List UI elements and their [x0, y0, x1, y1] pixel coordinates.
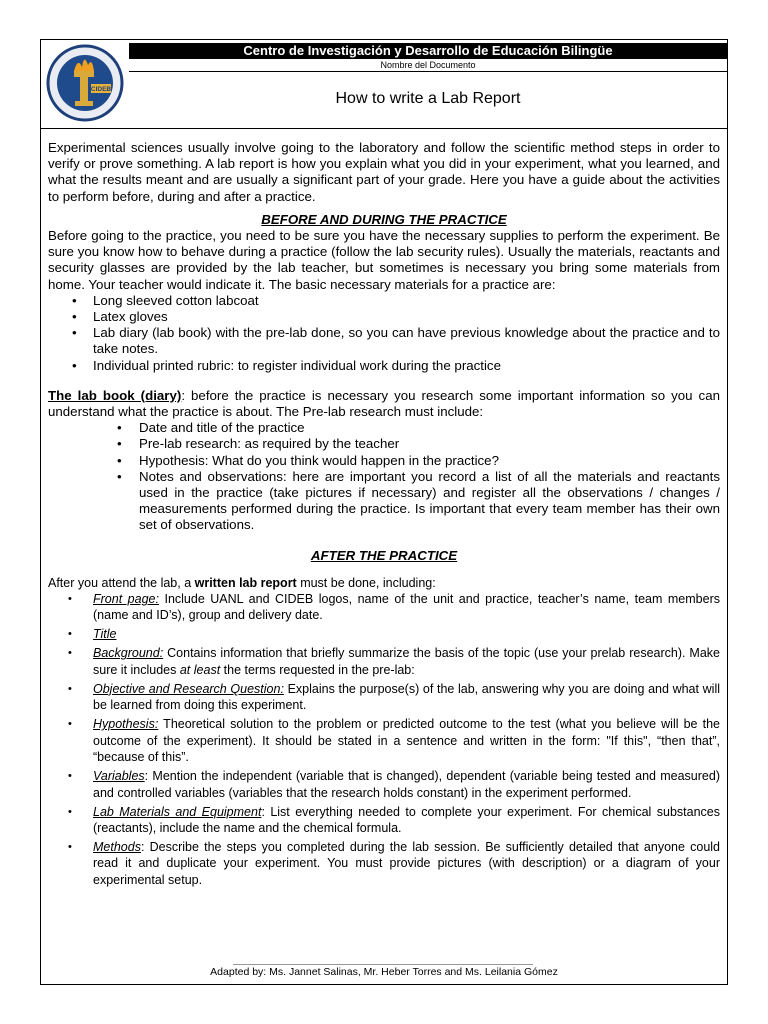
document-body: [48, 140, 720, 891]
list-item: • Front page: Include UANL and CIDEB logos, name of the unit and practice, teacher’s name, team members (name and ID’s), group and delivery date.: [48, 591, 720, 624]
after-heading: AFTER THE PRACTICE: [310, 547, 458, 563]
document-header: [41, 40, 727, 129]
list-item: • Lab diary (lab book) with the pre-lab done, so you can have previous knowledge about the practice and to take notes.: [48, 325, 720, 357]
list-item: • Title: [48, 626, 720, 642]
list-item: • Hypothesis: What do you think would happen in the practice?: [48, 453, 720, 469]
list-item: • Objective and Research Question: Explains the purpose(s) of the lab, answering why you are doing and what will be learned from doing this experiment.: [48, 681, 720, 714]
list-item: • Variables: Mention the independent (variable that is changed), dependent (variable being tested and measured) and controlled variables (variables that the research holds constant) in the experiment performed.: [48, 768, 720, 801]
after-intro: After you attend the lab, a written lab report must be done, including:: [48, 575, 436, 590]
list-item: • Hypothesis: Theoretical solution to the problem or predicted outcome to the test (what you believe will be the outcome of the experiment). It should be stated in a sentence and written in the form: "If this", “then that”, “because of this”.: [48, 716, 720, 765]
footer-credits: Adapted by: Ms. Jannet Salinas, Mr. Heber Torres and Ms. Leilania Gómez: [210, 966, 558, 978]
report-sections-list: [48, 591, 720, 888]
list-item: • Individual printed rubric: to register individual work during the practice: [48, 358, 720, 374]
document-title: How to write a Lab Report: [335, 90, 521, 107]
list-item: • Methods: Describe the steps you completed during the lab session. Be sufficiently detailed that anyone could read it and duplicate your experiment. You must provide pictures (with description) or a diagram of your experimental setup.: [48, 839, 720, 888]
labbook-paragraph: The lab book (diary): before the practice is necessary you research some important information so you can understand what the practice is about. The Pre-lab research must include:: [48, 387, 720, 420]
before-heading: BEFORE AND DURING THE PRACTICE: [261, 211, 507, 227]
labbook-term: The lab book (diary): [48, 387, 182, 403]
document-page: [40, 39, 728, 985]
list-item: • Pre-lab research: as required by the teacher: [48, 436, 720, 452]
list-item: • Date and title of the practice: [48, 420, 720, 436]
before-paragraph: Before going to the practice, you need to be sure you have the necessary supplies to perform the experiment. Be sure you know how to behave during a practice (follow the lab security rules). Usually the materials, reactants and security glasses are provided by the lab teacher, but sometimes is necessary you bring some materials from home. Your teacher would indicate it. The basic necessary materials for a practice are:: [48, 228, 720, 292]
list-item: • Long sleeved cotton labcoat: [48, 293, 720, 309]
list-item: • Latex gloves: [48, 309, 720, 325]
svg-text:CIDEB: CIDEB: [90, 86, 112, 93]
list-item: • Background: Contains information that briefly summarize the basis of the topic (use your prelab research). Make sure it includes at least the terms requested in the pre-lab:: [48, 645, 720, 678]
list-item: • Notes and observations: here are important you record a list of all the materials and reactants used in the practice (take pictures if necessary) and register all the observations / changes / measurements performed during the practice. Is important that every team member has their own set of observations.: [48, 469, 720, 534]
list-item: • Lab Materials and Equipment: List everything needed to complete your experiment. For chemical substances (reactants), include the name and the chemical formula.: [48, 804, 720, 837]
intro-paragraph: Experimental sciences usually involve going to the laboratory and follow the scientific method steps in order to verify or prove something. A lab report is how you explain what you did in your experiment, what you learned, and what the results meant and are usually a significant part of your grade. Here you have a guide about the activities to perform before, during and after a practice.: [48, 140, 720, 204]
materials-list: [48, 293, 720, 374]
prelab-list: [48, 420, 720, 533]
footer-divider: [233, 964, 533, 965]
document-label: Nombre del Documento: [129, 59, 727, 72]
cideb-logo: [44, 43, 126, 123]
organization-name: Centro de Investigación y Desarrollo de Educación Bilingüe: [129, 43, 727, 59]
